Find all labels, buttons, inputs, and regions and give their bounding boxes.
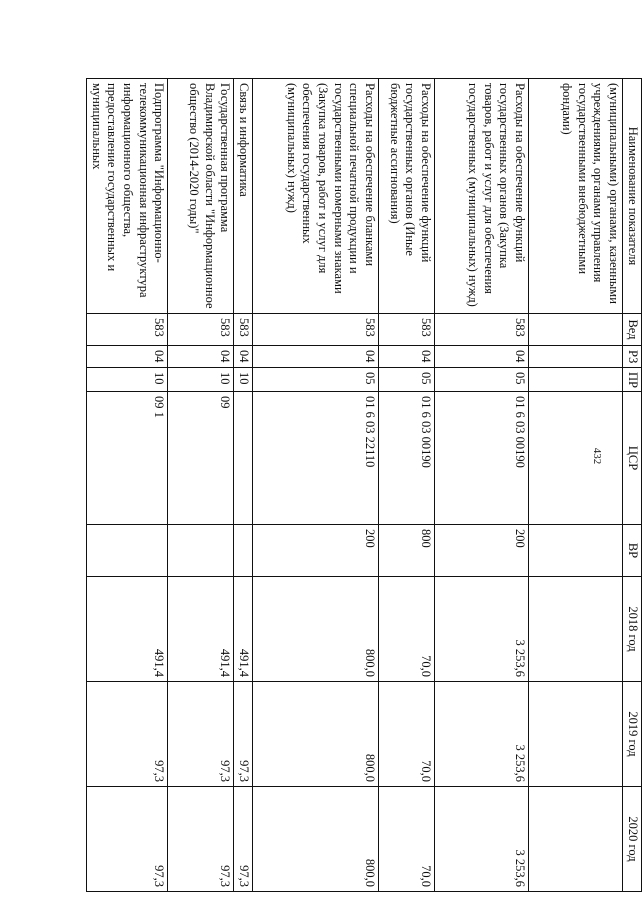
header-cell-2019: 2019 год [623,682,642,787]
rz-cell: 04 [379,346,435,368]
vr-cell [168,525,234,577]
value-2018-cell: 800,0 [253,577,379,682]
value-2019-cell: 97,3 [168,682,234,787]
pr-cell: 10 [87,368,168,392]
row-name-cell: Государственная программа Владимирской области "Информационное общество (2014-2020 годы)" [168,79,234,314]
pr-cell: 05 [379,368,435,392]
header-cell-rz: РЗ [623,346,642,368]
row-name-cell: Расходы на обеспечение функций государственных органов (Закупка товаров, работ и услуг для обеспечения государственных (муниципальных) нужд) [435,79,529,314]
value-2020-cell: 800,0 [253,787,379,892]
vr-cell: 200 [435,525,529,577]
ved-cell [529,314,623,346]
csr-cell: 01 6 03 00190 [379,392,435,525]
pr-cell: 05 [435,368,529,392]
ved-cell: 583 [87,314,168,346]
header-cell-ved: Вед [623,314,642,346]
table-row [234,79,253,892]
csr-cell: 09 [168,392,234,525]
header-row [623,79,642,892]
csr-cell: 01 6 03 00190 [435,392,529,525]
vr-cell: 800 [379,525,435,577]
value-2018-cell [529,577,623,682]
ved-cell: 583 [379,314,435,346]
table-row [379,79,435,892]
rz-cell: 04 [435,346,529,368]
header-cell-pr: ПР [623,368,642,392]
value-2020-cell: 97,3 [168,787,234,892]
rz-cell: 04 [168,346,234,368]
csr-cell: 09 1 [87,392,168,525]
row-name-cell: (муниципальными) органами, казенными учреждениями, органами управления государственными внебюджетными фондами) [529,79,623,314]
table-row [529,79,623,892]
value-2020-cell: 70,0 [379,787,435,892]
pr-cell: 05 [253,368,379,392]
vr-cell: 200 [253,525,379,577]
value-2020-cell: 97,3 [234,787,253,892]
value-2019-cell: 800,0 [253,682,379,787]
ved-cell: 583 [435,314,529,346]
table-row [435,79,529,892]
row-name-cell: Связь и информатика [234,79,253,314]
rz-cell [529,346,623,368]
header-cell-name: Наименование показателя [623,79,642,314]
header-cell-2020: 2020 год [623,787,642,892]
value-2018-cell: 70,0 [379,577,435,682]
table-row [87,79,168,892]
ved-cell: 583 [253,314,379,346]
header-cell-csr: ЦСР [623,392,642,525]
value-2018-cell: 491,4 [87,577,168,682]
page-number: 432 [591,447,603,465]
vr-cell [234,525,253,577]
value-2018-cell: 491,4 [234,577,253,682]
row-name-cell: Расходы на обеспечение бланками специальной печатной продукции и государственными номерными знаками (Закупка товаров, работ и услуг для обеспечения государственных (муниципальных) нужд) [253,79,379,314]
header-cell-2018: 2018 год [623,577,642,682]
table-holder [89,78,642,891]
rz-cell: 04 [87,346,168,368]
value-2020-cell: 97,3 [87,787,168,892]
row-name-cell: Расходы на обеспечение функций государственных органов (Иные бюджетные ассигнования) [379,79,435,314]
value-2019-cell: 3 253,6 [435,682,529,787]
header-cell-vr: ВР [623,525,642,577]
csr-cell [234,392,253,525]
budget-table [86,78,642,892]
value-2019-cell: 70,0 [379,682,435,787]
ved-cell: 583 [234,314,253,346]
value-2019-cell [529,682,623,787]
pr-cell: 10 [168,368,234,392]
row-name-cell: Подпрограмма "Информационно-телекоммуникационная инфраструктура информационного общества, предоставление государственных и муниципальных [87,79,168,314]
csr-cell [529,392,623,525]
rz-cell: 04 [234,346,253,368]
pr-cell [529,368,623,392]
value-2019-cell: 97,3 [234,682,253,787]
value-2018-cell: 491,4 [168,577,234,682]
vr-cell [529,525,623,577]
table-row [253,79,379,892]
vr-cell [87,525,168,577]
csr-cell: 01 6 03 22110 [253,392,379,525]
value-2019-cell: 97,3 [87,682,168,787]
table-row [168,79,234,892]
rotated-table-area [89,78,642,891]
value-2020-cell: 3 253,6 [435,787,529,892]
value-2018-cell: 3 253,6 [435,577,529,682]
rz-cell: 04 [253,346,379,368]
pr-cell: 10 [234,368,253,392]
ved-cell: 583 [168,314,234,346]
value-2020-cell [529,787,623,892]
